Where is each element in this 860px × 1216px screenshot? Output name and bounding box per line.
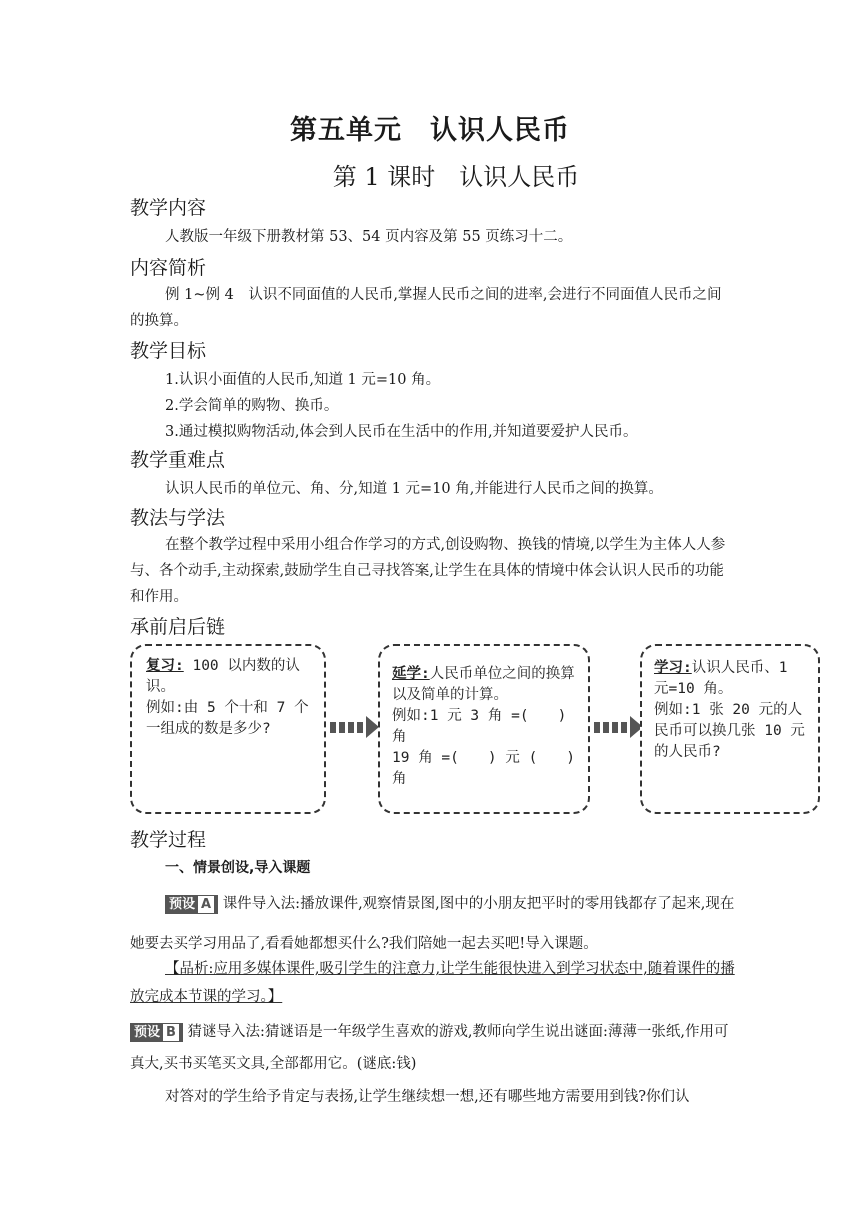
extend-example-1: 例如:1 元 3 角 =( ) 角: [392, 708, 567, 745]
preset-a-text: 课件导入法:播放课件,观察情景图,图中的小朋友把平时的零用钱都存了起来,现在她要去买学习用品了,看看她都想买什么?我们陪她一起去买吧!导入课题。: [130, 896, 735, 952]
preset-a-badge: 预设 A: [165, 895, 218, 914]
analysis-text: 【品析:应用多媒体课件,吸引学生的注意力,让学生能很快进入到学习状态中,随着课件的播放完成本节课的学习。】: [130, 961, 735, 1005]
extend-content: [392, 664, 578, 790]
preset-b-paragraph: [130, 1016, 735, 1080]
analysis-note: [130, 955, 735, 1011]
heading-method: 教法与学法: [130, 507, 226, 529]
lesson-title: 第 1 课时 认识人民币: [332, 163, 580, 191]
content-text: 人教版一年级下册教材第 53、54 页内容及第 55 页练习十二。: [165, 229, 573, 245]
unit-title: 第五单元 认识人民币: [290, 115, 570, 146]
review-example: 例如:由 5 个十和 7 个一组成的数是多少?: [146, 700, 309, 737]
method-text: 在整个教学过程中采用小组合作学习的方式,创设购物、换钱的情境,以学生为主体人人参与、各个动手,主动探索,鼓励学生自己寻找答案,让学生在具体的情境中体会认识人民币的功能和作用。: [130, 537, 726, 605]
arrow-icon: [594, 716, 643, 738]
step-1-title: 一、情景创设,导入课题: [165, 860, 311, 876]
learn-content: [654, 658, 810, 763]
review-content: [146, 656, 316, 740]
review-text: 100 以内数的认识。: [146, 658, 300, 695]
heading-goals: 教学目标: [130, 340, 207, 362]
heading-process: 教学过程: [130, 829, 207, 851]
learn-example: 例如:1 张 20 元的人民币可以换几张 10 元的人民币?: [654, 702, 805, 760]
extend-box: [378, 644, 590, 814]
extend-text: 人民币单位之间的换算以及简单的计算。: [392, 666, 575, 703]
key-text: 认识人民币的单位元、角、分,知道 1 元=10 角,并能进行人民币之间的换算。: [165, 481, 663, 497]
goal-item: 3.通过模拟购物活动,体会到人民币在生活中的作用,并知道要爱护人民币。: [165, 424, 638, 440]
extend-label: 延学:: [392, 666, 430, 682]
followup-text: 对答对的学生给予肯定与表扬,让学生继续想一想,还有哪些地方需要用到钱?你们认: [165, 1089, 690, 1105]
brief-text: 例 1~例 4 认识不同面值的人民币,掌握人民币之间的进率,会进行不同面值人民币之间的换算。: [130, 287, 722, 329]
heading-chain: 承前启后链: [130, 616, 226, 638]
preset-b-badge: 预设 B: [130, 1023, 183, 1042]
heading-content: 教学内容: [130, 197, 207, 219]
goal-item: 2.学会简单的购物、换币。: [165, 398, 339, 414]
extend-example-2: 19 角 =( ) 元 ( ) 角: [392, 750, 576, 787]
preset-b-text: 猜谜导入法:猜谜语是一年级学生喜欢的游戏,教师向学生说出谜面:薄薄一张纸,作用可真大,买书买笔买文具,全部都用它。(谜底:钱): [130, 1024, 729, 1072]
preset-a-paragraph: [130, 884, 735, 964]
goal-item: 1.认识小面值的人民币,知道 1 元=10 角。: [165, 372, 441, 388]
review-box: [130, 644, 326, 814]
arrow-icon: [330, 716, 379, 738]
learn-box: [640, 644, 820, 814]
heading-key: 教学重难点: [130, 449, 226, 471]
heading-brief: 内容简析: [130, 257, 207, 279]
learn-label: 学习:: [654, 660, 692, 676]
learn-text: 认识人民币、1 元=10 角。: [654, 660, 788, 697]
review-label: 复习:: [146, 658, 184, 674]
